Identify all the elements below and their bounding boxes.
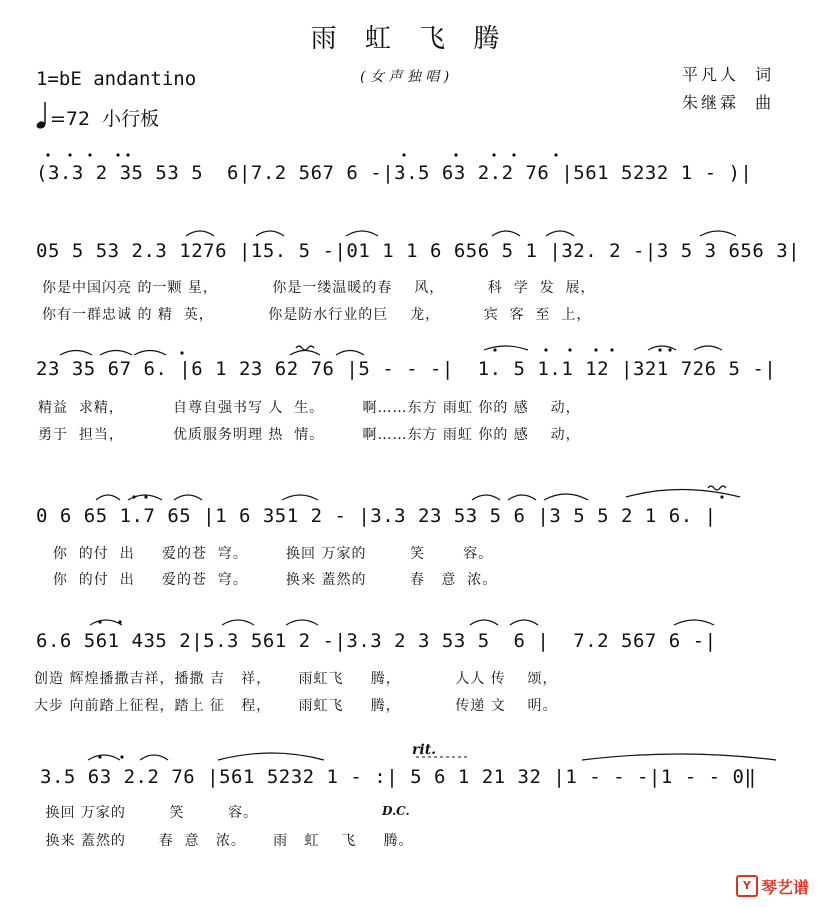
ritardando-marking: rit. (412, 742, 437, 758)
song-title: 雨 虹 飞 腾 (310, 24, 510, 54)
da-capo-marking: D.C. (382, 804, 410, 818)
notation-line-3: 23 35 67 6. |6 1 23 62 76 |5 - - -| 1. 5 1.1 12 |321 726 5 -| (36, 358, 777, 380)
lyrics-verse-2-line-2: 你有一群忠诚 的 精 英， 你是防水行业的巨 龙， 宾 客 至 上， (42, 307, 592, 323)
notation-line-4: 0 6 65 1.7 65 |1 6 351 2 - |3.3 23 53 5 6 |3 5 5 2 1 6. | (36, 505, 717, 527)
performer-note: ( 女 声 独 唱 ) (360, 69, 450, 85)
lyrics-verse-2-line-3: 勇于 担当， 优质服务明理 热 情。 啊……东方 雨虹 你的 感 动， (38, 427, 581, 443)
lyrics-verse-1-line-4: 你 的付 出 爱的苍 穹。 换回 万家的 笑 容。 (42, 546, 494, 562)
key-signature: 1=bE andantino (36, 68, 197, 90)
quarter-note-icon (36, 100, 50, 130)
notation-line-1: (3.3 2 35 53 5 6|7.2 567 6 -|3.5 63 2.2 76 |561 5232 1 - )| (36, 162, 753, 184)
lyrics-verse-1-line-2: 你是中国闪亮 的一颗 星， 你是一缕温暖的春 风， 科 学 发 展， (42, 280, 596, 296)
lyrics-verse-1-line-6: 换回 万家的 笑 容。 (40, 805, 259, 821)
tempo-marking: =72 小行板 (50, 108, 160, 130)
lyrics-verse-1-line-5: 创造 辉煌播撒吉祥，播撒 吉 祥， 雨虹飞 腾， 人人 传 颂， (34, 671, 558, 687)
notation-line-5: 6.6 561 435 2|5.3 561 2 -|3.3 2 3 53 5 6 | 7.2 567 6 -| (36, 630, 717, 652)
watermark-logo-icon: Y (736, 875, 758, 897)
notation-line-2: 05 5 53 2.3 1276 |15. 5 -|01 1 1 6 656 5 1 |32. 2 -|3 5 3 656 3| (36, 240, 801, 262)
lyricist-credit: 平凡人 词 (682, 65, 775, 84)
notation-line-6: 3.5 63 2.2 76 |561 5232 1 - :| 5 6 1 21 32 |1 - - -|1 - - 0‖ (40, 766, 757, 788)
lyrics-verse-1-line-3: 精益 求精， 自尊自强书写 人 生。 啊……东方 雨虹 你的 感 动， (38, 400, 581, 416)
lyrics-verse-2-line-4: 你 的付 出 爱的苍 穹。 换来 蓋然的 春 意 浓。 (42, 572, 498, 588)
composer-credit: 朱继霖 曲 (682, 93, 775, 112)
site-watermark (736, 875, 809, 897)
lyrics-verse-2-line-6: 换来 蓋然的 春 意 浓。 雨 虹 飞 腾。 (40, 833, 414, 849)
watermark-text: 琴艺谱 (761, 877, 810, 897)
lyrics-verse-2-line-5: 大步 向前踏上征程，踏上 征 程， 雨虹飞 腾， 传递 文 明。 (34, 698, 558, 714)
